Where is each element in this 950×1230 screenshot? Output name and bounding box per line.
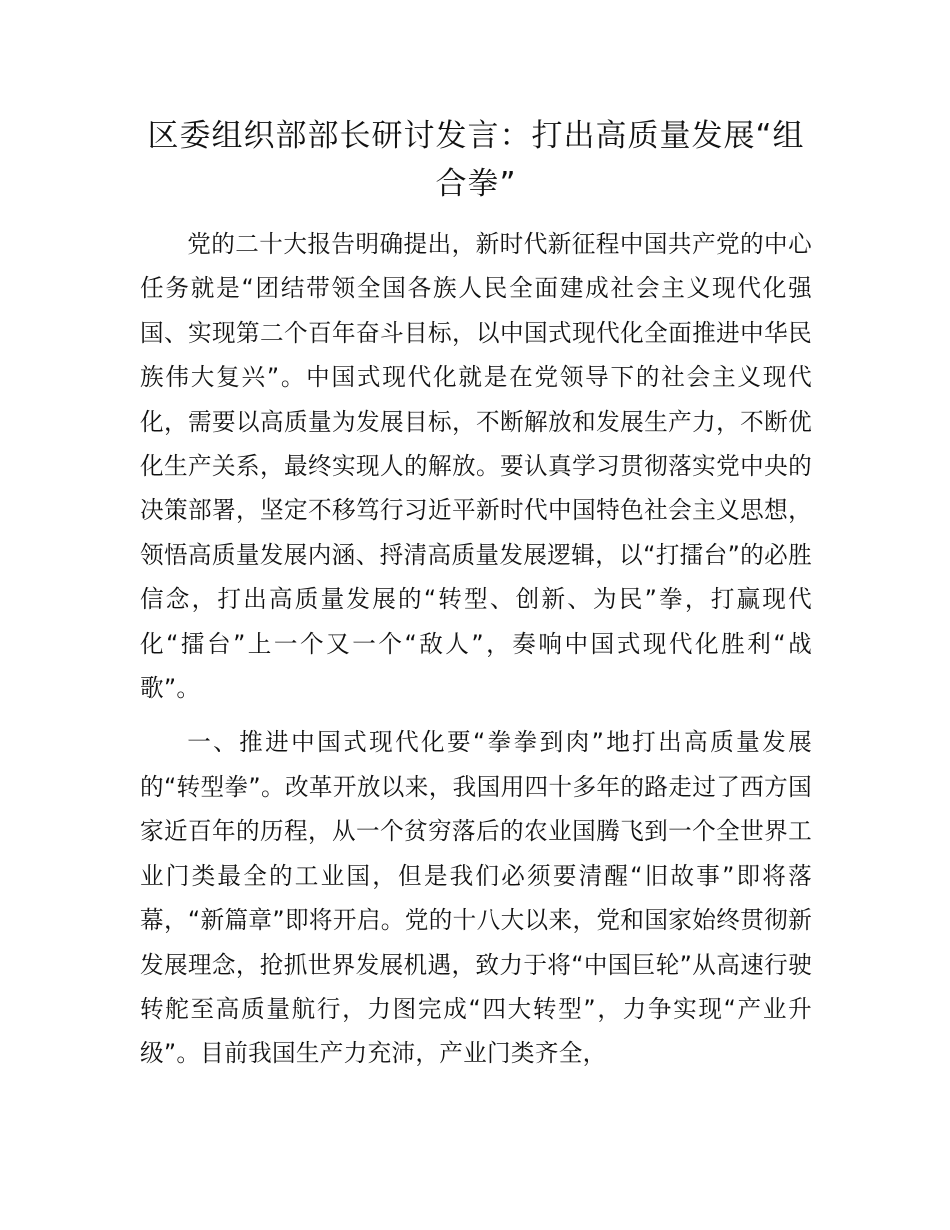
document-page [140, 112, 812, 1076]
paragraph-intro: 党的二十大报告明确提出，新时代新征程中国共产党的中心任务就是“团结带领全国各族人民全面建成社会主义现代化强国、实现第二个百年奋斗目标，以中国式现代化全面推进中华民族伟大复兴”。中国式现代化就是在党领导下的社会主义现代化，需要以高质量为发展目标，不断解放和发展生产力，不断优化生产关系，最终实现人的解放。要认真学习贯彻落实党中央的决策部署，坚定不移笃行习近平新时代中国特色社会主义思想，领悟高质量发展内涵、捋清高质量发展逻辑，以“打擂台”的必胜信念，打出高质量发展的“转型、创新、为民”拳，打赢现代化“擂台”上一个又一个“敌人”，奏响中国式现代化胜利“战歌”。 [140, 230, 812, 703]
document-title: 区委组织部部长研讨发言：打出高质量发展“组合拳” [147, 118, 805, 202]
paragraph-section-one: 一、推进中国式现代化要“拳拳到肉”地打出高质量发展的“转型拳”。改革开放以来，我国用四十多年的路走过了西方国家近百年的历程，从一个贫穷落后的农业国腾飞到一个全世界工业门类最全的工业国，但是我们必须要清醒“旧故事”即将落幕，“新篇章”即将开启。党的十八大以来，党和国家始终贯彻新发展理念，抢抓世界发展机遇，致力于将“中国巨轮”从高速行驶转舵至高质量航行，力图完成“四大转型”，力争实现“产业升级”。目前我国生产力充沛，产业门类齐全， [140, 728, 812, 1068]
